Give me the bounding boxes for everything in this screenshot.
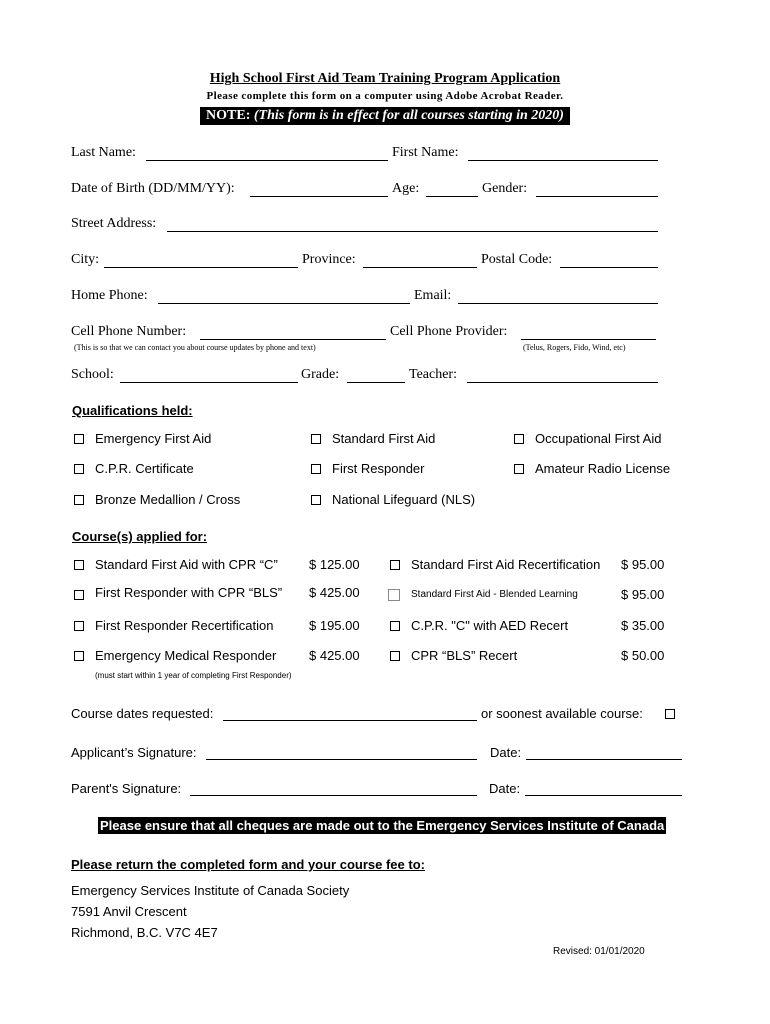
course-cpr-aed-recert-checkbox[interactable] <box>390 621 400 631</box>
parent-date-field[interactable] <box>525 795 682 796</box>
qual-emergency-first-aid-label: Emergency First Aid <box>95 431 212 446</box>
city-field[interactable] <box>104 267 298 268</box>
note-prefix: NOTE: <box>206 108 254 123</box>
email-field[interactable] <box>458 303 658 304</box>
soonest-course-checkbox[interactable] <box>665 709 675 719</box>
qual-first-responder-checkbox[interactable] <box>311 464 321 474</box>
course-cpr-aed-recert-label: C.P.R. "C" with AED Recert <box>411 618 569 633</box>
qual-occupational-first-aid-label: Occupational First Aid <box>535 431 662 446</box>
postal-field[interactable] <box>560 267 658 268</box>
teacher-label: Teacher: <box>409 367 457 382</box>
school-field[interactable] <box>120 382 298 383</box>
address-line-2: 7591 Anvil Crescent <box>71 904 187 919</box>
street-label: Street Address: <box>71 216 157 231</box>
parent-date-label: Date: <box>489 781 521 796</box>
qual-emergency-first-aid-checkbox[interactable] <box>74 434 84 444</box>
city-label: City: <box>71 252 100 267</box>
cell-provider-field[interactable] <box>521 339 656 340</box>
qual-standard-first-aid-label: Standard First Aid <box>332 431 436 446</box>
qual-first-responder-label: First Responder <box>332 461 425 476</box>
first-name-field[interactable] <box>468 160 658 161</box>
course-sfa-blended-checkbox[interactable] <box>388 589 400 601</box>
home-phone-label: Home Phone: <box>71 288 148 303</box>
age-field[interactable] <box>426 196 478 197</box>
cell-provider-label: Cell Phone Provider: <box>390 324 508 339</box>
address-line-3: Richmond, B.C. V7C 4E7 <box>71 925 218 940</box>
teacher-field[interactable] <box>467 382 658 383</box>
cell-phone-field[interactable] <box>200 339 386 340</box>
home-phone-field[interactable] <box>158 303 410 304</box>
qual-national-lifeguard-checkbox[interactable] <box>311 495 321 505</box>
note-box <box>200 107 570 125</box>
course-first-responder-recert-label: First Responder Recertification <box>95 618 274 633</box>
province-field[interactable] <box>363 267 477 268</box>
course-first-responder-recert-price: $ 195.00 <box>309 618 360 633</box>
note-banner <box>0 106 770 125</box>
return-heading: Please return the completed form and your course fee to: <box>71 857 425 872</box>
cheques-banner: Please ensure that all cheques are made out to the Emergency Services Institute of Canada <box>100 818 665 833</box>
qual-amateur-radio-label: Amateur Radio License <box>535 461 671 476</box>
course-sfa-recert-checkbox[interactable] <box>390 560 400 570</box>
applicant-date-label: Date: <box>490 745 522 760</box>
course-first-responder-recert-checkbox[interactable] <box>74 621 84 631</box>
province-label: Province: <box>302 252 356 267</box>
course-emr-checkbox[interactable] <box>74 651 84 661</box>
course-sfa-recert-label: Standard First Aid Recertification <box>411 557 601 572</box>
qual-bronze-medallion-checkbox[interactable] <box>74 495 84 505</box>
qual-cpr-certificate-checkbox[interactable] <box>74 464 84 474</box>
grade-field[interactable] <box>347 382 405 383</box>
course-sfa-cpr-c-label: Standard First Aid with CPR “C” <box>95 557 278 572</box>
applicant-signature-field[interactable] <box>206 759 477 760</box>
gender-label: Gender: <box>482 181 528 196</box>
course-sfa-blended-label: Standard First Aid - Blended Learning <box>411 589 578 600</box>
grade-label: Grade: <box>301 367 340 382</box>
course-sfa-blended-price: $ 95.00 <box>621 587 665 602</box>
course-first-responder-bls-label: First Responder with CPR “BLS” <box>95 585 283 600</box>
age-label: Age: <box>392 181 420 196</box>
email-label: Email: <box>414 288 452 303</box>
applicant-signature-label: Applicant’s Signature: <box>71 745 197 760</box>
qual-amateur-radio-checkbox[interactable] <box>514 464 524 474</box>
note-text: (This form is in effect for all courses starting in 2020) <box>253 108 564 123</box>
cell-phone-label: Cell Phone Number: <box>71 324 187 339</box>
parent-signature-field[interactable] <box>190 795 477 796</box>
course-cpr-bls-recert-checkbox[interactable] <box>390 651 400 661</box>
revised-date: Revised: 01/01/2020 <box>553 946 645 957</box>
course-cpr-aed-recert-price: $ 35.00 <box>621 618 665 633</box>
school-label: School: <box>71 367 114 382</box>
course-cpr-bls-recert-label: CPR “BLS” Recert <box>411 648 518 663</box>
cell-provider-hint: (Telus, Rogers, Fido, Wind, etc) <box>523 343 626 352</box>
qual-bronze-medallion-label: Bronze Medallion / Cross <box>95 492 241 507</box>
qual-standard-first-aid-checkbox[interactable] <box>311 434 321 444</box>
course-first-responder-bls-checkbox[interactable] <box>74 590 84 600</box>
address-line-1: Emergency Services Institute of Canada Society <box>71 883 350 898</box>
qual-national-lifeguard-label: National Lifeguard (NLS) <box>332 492 476 507</box>
course-dates-field[interactable] <box>223 720 477 721</box>
form-subtitle: Please complete this form on a computer using Adobe Acrobat Reader. <box>206 90 564 102</box>
course-emr-price: $ 425.00 <box>309 648 360 663</box>
postal-label: Postal Code: <box>481 252 553 267</box>
course-sfa-cpr-c-price: $ 125.00 <box>309 557 360 572</box>
dob-field[interactable] <box>250 196 388 197</box>
course-dates-label: Course dates requested: <box>71 706 214 721</box>
last-name-label: Last Name: <box>71 145 136 160</box>
course-sfa-cpr-c-checkbox[interactable] <box>74 560 84 570</box>
street-field[interactable] <box>167 231 658 232</box>
course-first-responder-bls-price: $ 425.00 <box>309 585 360 600</box>
form-title: High School First Aid Team Training Program Application <box>209 71 561 86</box>
qualifications-heading: Qualifications held: <box>72 403 193 418</box>
gender-field[interactable] <box>536 196 658 197</box>
qual-cpr-certificate-label: C.P.R. Certificate <box>95 461 194 476</box>
course-sfa-recert-price: $ 95.00 <box>621 557 665 572</box>
dob-label: Date of Birth (DD/MM/YY): <box>71 181 235 196</box>
qual-occupational-first-aid-checkbox[interactable] <box>514 434 524 444</box>
soonest-course-label: or soonest available course: <box>481 706 643 721</box>
applicant-date-field[interactable] <box>526 759 682 760</box>
last-name-field[interactable] <box>146 160 388 161</box>
courses-heading: Course(s) applied for: <box>72 529 208 544</box>
parent-signature-label: Parent's Signature: <box>71 781 182 796</box>
first-name-label: First Name: <box>392 145 459 160</box>
cell-phone-hint: (This is so that we can contact you about course updates by phone and text) <box>74 343 316 352</box>
course-cpr-bls-recert-price: $ 50.00 <box>621 648 665 663</box>
course-emr-note: (must start within 1 year of completing First Responder) <box>95 671 292 680</box>
course-emr-label: Emergency Medical Responder <box>95 648 277 663</box>
